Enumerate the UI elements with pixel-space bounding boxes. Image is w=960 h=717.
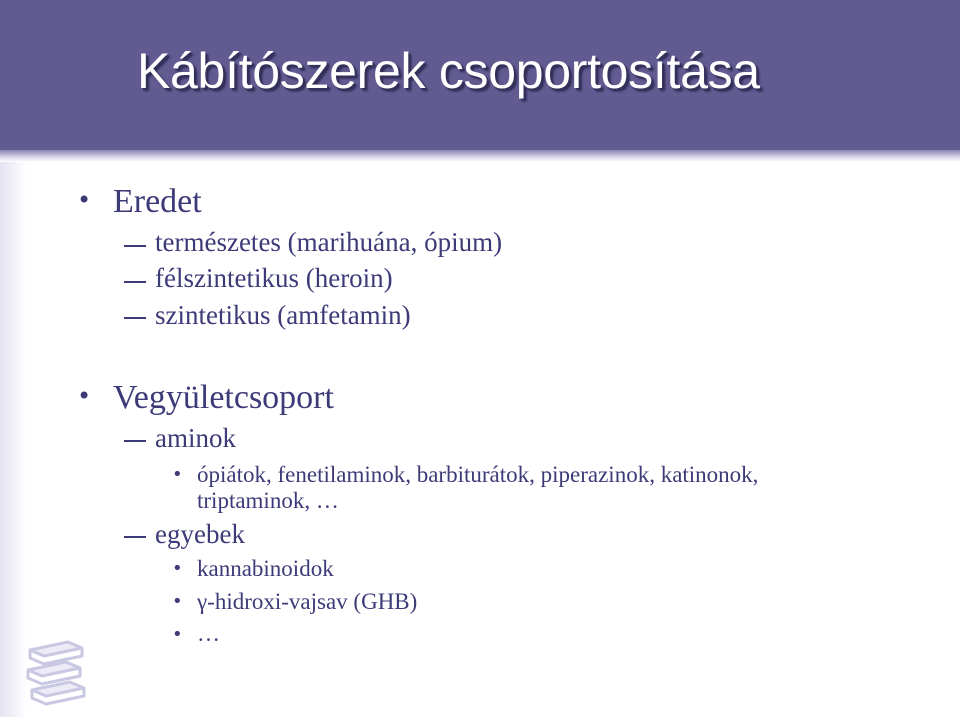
list-item: aminok [155,423,236,453]
list-item: kannabinoidok [197,556,334,581]
bullet-dot: • [172,591,183,612]
bullet-dot: • [172,558,183,579]
bullet-dash [124,245,146,247]
list-item: természetes (marihuána, ópium) [155,227,503,257]
bullet-dash [124,281,146,283]
title-bar-fade [0,150,960,162]
bullet-dash [124,317,146,319]
bullet-dot: • [172,464,183,485]
bullet-dot: • [172,624,183,645]
bullet-dash [124,536,146,538]
list-item: félszintetikus (heroin) [155,263,393,293]
list-item: γ-hidroxi-vajsav (GHB) [197,589,418,614]
section-heading-origin: Eredet [113,183,202,220]
bullet-dot: • [77,382,92,410]
section-heading-compound-group: Vegyületcsoport [113,379,334,416]
list-item: ópiátok, fenetilaminok, barbiturátok, piperazinok, katinonok, [197,462,759,487]
book-stack-icon [24,636,88,706]
slide-title: Kábítószerek csoportosítása [137,43,760,99]
left-gradient-band [0,162,26,717]
bullet-dot: • [77,186,92,214]
list-item: … [197,621,220,646]
list-item: egyebek [155,519,245,549]
title-bar [0,0,960,150]
bullet-dash [124,440,146,442]
list-item: szintetikus (amfetamin) [155,300,411,330]
list-item-continuation: triptaminok, … [197,488,339,513]
